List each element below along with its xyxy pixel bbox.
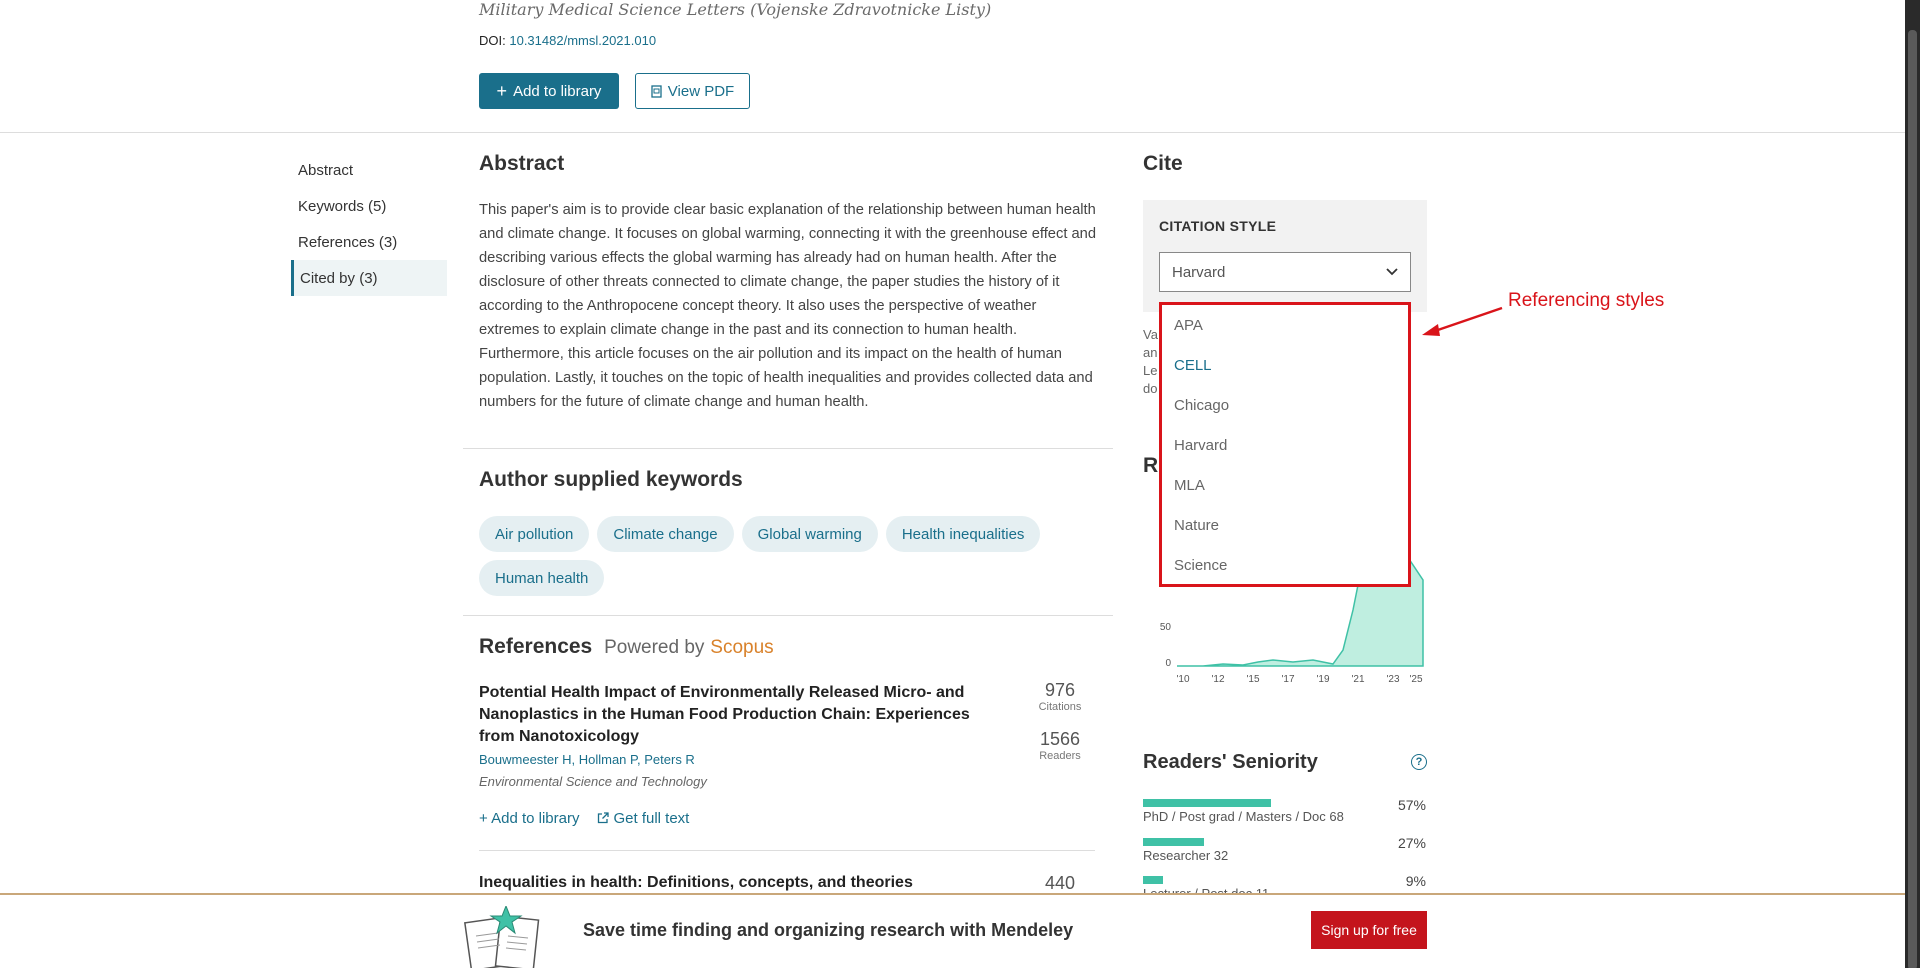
nav-item-cited-by[interactable]: Cited by (3) [291, 260, 447, 296]
style-option-mla[interactable]: MLA [1174, 476, 1205, 494]
citation-style-dropdown [1159, 302, 1411, 587]
nav-item-keywords[interactable]: Keywords (5) [298, 197, 387, 215]
keywords-list [479, 516, 1079, 596]
seniority-bar [1143, 799, 1271, 807]
divider [463, 615, 1113, 616]
style-option-apa[interactable]: APA [1174, 316, 1203, 334]
x-tick: '25 [1409, 674, 1423, 685]
keywords-heading: Author supplied keywords [479, 468, 743, 491]
y-tick: 50 [1159, 622, 1171, 633]
x-tick: '21 [1351, 674, 1365, 685]
author-link[interactable]: Peters R [644, 752, 695, 767]
doi-link[interactable]: 10.31482/mmsl.2021.010 [509, 33, 657, 48]
reference-title[interactable]: Inequalities in health: Definitions, concepts, and theories [479, 874, 913, 891]
view-pdf-button[interactable] [635, 73, 750, 109]
banner-text: Save time finding and organizing research with Mendeley [583, 920, 1074, 940]
x-tick: '10 [1176, 674, 1190, 685]
reference-title[interactable]: Potential Health Impact of Environmentally Released Micro- and Nanoplastics in the Human Food Production Chain: Experiences from Nanotoxicology [479, 684, 970, 745]
references-heading [479, 635, 774, 659]
seniority-bar [1143, 838, 1204, 846]
section-nav [291, 152, 447, 296]
readers-label: Readers [1039, 750, 1081, 762]
x-tick: '12 [1211, 674, 1225, 685]
citation-style-label: CITATION STYLE [1159, 218, 1277, 234]
divider [463, 448, 1113, 449]
help-icon[interactable]: ? [1411, 754, 1427, 770]
reference-journal: Environmental Science and Technology [479, 774, 707, 789]
annotation-arrow-icon [1418, 300, 1508, 340]
add-to-library-label: Add to library [513, 82, 602, 100]
doi-label: DOI: [479, 33, 506, 48]
scrollbar-thumb[interactable] [1908, 30, 1917, 968]
ref-add-to-library-link[interactable] [479, 810, 579, 827]
cite-heading: Cite [1143, 152, 1183, 175]
get-full-text-label: Get full text [613, 810, 690, 827]
x-tick: '17 [1281, 674, 1295, 685]
reference-actions [479, 810, 689, 827]
abstract-heading: Abstract [479, 152, 565, 175]
style-option-science[interactable]: Science [1174, 556, 1228, 574]
style-option-harvard[interactable]: Harvard [1174, 436, 1228, 454]
citation-style-select[interactable] [1159, 252, 1411, 292]
nav-item-references[interactable]: References (3) [298, 233, 398, 251]
author-link[interactable]: Hollman P [578, 752, 638, 767]
keyword-chip[interactable]: Air pollution [479, 516, 589, 552]
external-link-icon [597, 812, 609, 824]
sign-up-button[interactable]: Sign up for free [1311, 911, 1427, 949]
readers-count: 1566 [1039, 729, 1081, 749]
readers-stat [1030, 729, 1090, 762]
doi [479, 33, 656, 48]
get-full-text-link[interactable] [597, 810, 689, 827]
author-link[interactable]: Bouwmeester H [479, 752, 572, 767]
keyword-chip[interactable]: Global warming [742, 516, 878, 552]
style-option-chicago[interactable]: Chicago [1174, 396, 1230, 414]
seniority-bar [1143, 876, 1163, 884]
seniority-percent: 57% [1397, 797, 1426, 813]
annotation-label: Referencing styles [1508, 290, 1665, 311]
seniority-percent: 9% [1405, 873, 1426, 889]
citations-count: 976 [1044, 680, 1076, 700]
references-title: References [479, 635, 593, 658]
abstract-text: This paper's aim is to provide clear basic explanation of the relationship between human health and climate change. It focuses on global warming, connecting it with the greenhouse effect and describing various effects the global warming has already had on human health. After the disclosure of other threats connected to climate change, the paper studies the history of it according to the Anthropocene concept theory. It also uses the perspective of weather extremes to explain climate change in the past and its connection to human health. Furthermore, this article focuses on the air pollution and its impact on the health of human population. Lastly, it touches on the topic of health inequalities and provides collected data and numbers for the future of climate change and human health. [479, 202, 1096, 410]
scopus-label: Scopus [710, 637, 774, 658]
seniority-label: PhD / Post grad / Masters / Doc 68 [1143, 809, 1344, 824]
seniority-percent: 27% [1397, 835, 1426, 851]
keyword-chip[interactable]: Climate change [597, 516, 733, 552]
plus-icon: + [479, 810, 492, 827]
readers-heading-fragment: R [1143, 454, 1159, 477]
pdf-icon [651, 85, 662, 98]
citations-label: Citations [1038, 701, 1082, 713]
keyword-chip[interactable]: Human health [479, 560, 604, 596]
x-tick: '23 [1386, 674, 1400, 685]
citations-stat [1030, 680, 1090, 713]
view-pdf-label: View PDF [667, 82, 735, 100]
keyword-chip[interactable]: Health inequalities [886, 516, 1041, 552]
powered-by-label: Powered by [604, 637, 705, 658]
mendeley-papers-icon [462, 906, 548, 968]
journal-name: Military Medical Science Letters (Vojenske Zdravotnicke Listy) [479, 0, 992, 19]
plus-icon: + [496, 81, 508, 101]
divider [0, 132, 1905, 133]
style-option-nature[interactable]: Nature [1174, 516, 1220, 534]
divider [479, 850, 1095, 851]
readers-seniority-heading: Readers' Seniority [1143, 751, 1318, 773]
x-tick: '15 [1246, 674, 1260, 685]
x-tick: '19 [1316, 674, 1330, 685]
chevron-down-icon [1386, 268, 1398, 276]
nav-item-abstract[interactable]: Abstract [298, 161, 354, 179]
style-option-cell[interactable]: CELL [1174, 356, 1212, 374]
citation-preview-fragment: Va an Le do [1143, 327, 1158, 396]
ref-add-label: Add to library [491, 810, 580, 827]
seniority-label: Researcher 32 [1143, 848, 1229, 863]
add-to-library-button[interactable] [479, 73, 619, 109]
citation-style-value: Harvard [1172, 263, 1226, 281]
y-tick: 0 [1165, 658, 1171, 669]
reference-authors: Bouwmeester H, Hollman P, Peters R [479, 752, 695, 767]
citations-count: 440 [1045, 873, 1076, 893]
